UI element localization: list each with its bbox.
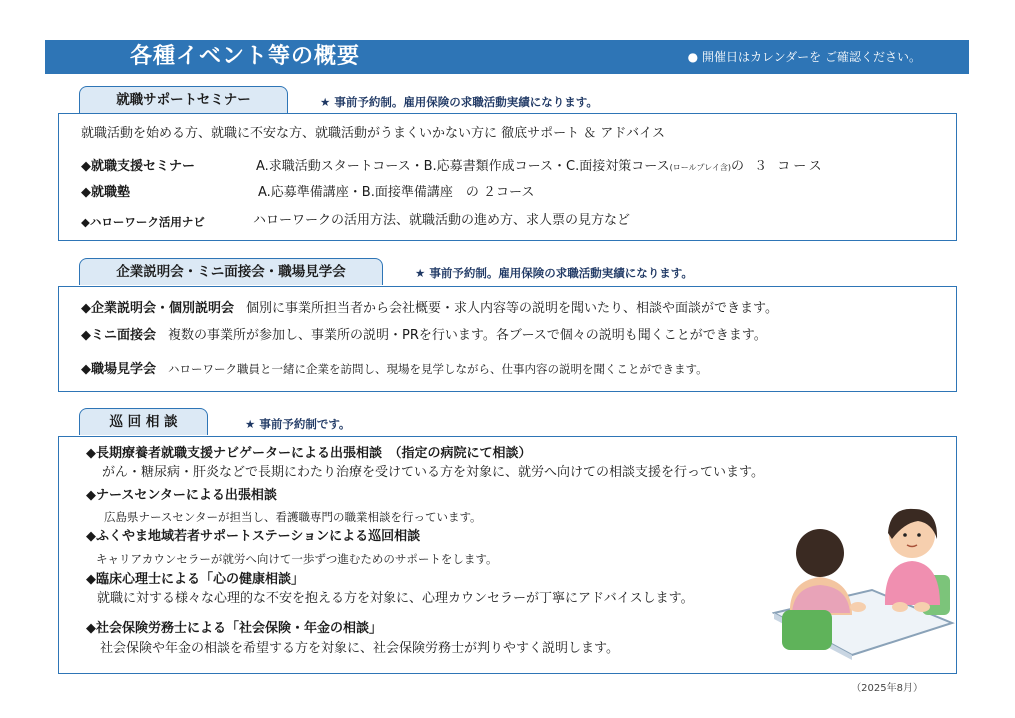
- company-row: ◆ミニ面接会 複数の事業所が参加し、事業所の説明・PRを行います。各ブースで個々の説明も聞くことができます。: [81, 328, 767, 343]
- seminar-row-desc: ハローワークの活用方法、就職活動の進め方、求人票の見方など: [253, 213, 631, 228]
- seminar-row-desc: A.求職活動スタートコース・B.応募書類作成コース・C.面接対策コース(ロールプレイ含)の ３ コース: [256, 159, 825, 174]
- seminar-reservation-note: ★ 事前予約制。雇用保険の求職活動実績になります。: [320, 95, 598, 109]
- revision-date: （2025年8月）: [851, 683, 923, 694]
- consult-item-desc: がん・糖尿病・肝炎などで長期にわたり治療を受けている方を対象に、就労へ向けての相談支援を行っています。: [102, 465, 764, 480]
- calendar-note: ● 開催日はカレンダーを ご確認ください。: [687, 50, 921, 64]
- seminar-row-label: ◆就職塾: [81, 185, 130, 200]
- tab-consultation: 巡 回 相 談: [79, 408, 208, 435]
- consult-item-title: ◆臨床心理士による「心の健康相談」: [86, 572, 304, 587]
- company-reservation-note: ★ 事前予約制。雇用保険の求職活動実績になります。: [415, 266, 693, 280]
- seminar-intro: 就職活動を始める方、就職に不安な方、就職活動がうまくいかない方に 徹底サポート ＆ アドバイス: [81, 126, 666, 141]
- seminar-row-label: ◆就職支援セミナー: [81, 159, 195, 174]
- company-row: ◆企業説明会・個別説明会 個別に事業所担当者から会社概要・求人内容等の説明を聞いたり、相談や面談ができます。: [81, 301, 778, 316]
- page-title: 各種イベント等の概要: [130, 44, 361, 69]
- tab-company-events: 企業説明会・ミニ面接会・職場見学会: [79, 258, 383, 285]
- consult-item-title: ◆長期療養者就職支援ナビゲーターによる出張相談 （指定の病院にて相談）: [86, 446, 532, 461]
- tab-seminar: 就職サポートセミナー: [79, 86, 288, 113]
- page-header: [45, 40, 969, 74]
- consult-item-title: ◆ふくやま地域若者サポートステーションによる巡回相談: [86, 529, 421, 544]
- consult-item-desc: 社会保険や年金の相談を希望する方を対象に、社会保険労務士が判りやすく説明します。: [100, 641, 619, 656]
- consult-item-title: ◆ナースセンターによる出張相談: [86, 488, 277, 503]
- seminar-row-label: ◆ハローワーク活用ナビ: [81, 215, 205, 229]
- company-row: ◆職場見学会 ハローワーク職員と一緒に企業を訪問し、現場を見学しながら、仕事内容の説明を聞くことができます。: [81, 362, 708, 377]
- seminar-box: [58, 113, 957, 241]
- consult-item-title: ◆社会保険労務士による「社会保険・年金の相談」: [86, 621, 382, 636]
- consult-item-desc: キャリアカウンセラーが就労へ向けて一歩ずつ進むためのサポートをします。: [96, 552, 498, 566]
- consult-item-desc: 就職に対する様々な心理的な不安を抱える方を対象に、心理カウンセラーが丁寧にアドバイスします。: [97, 591, 694, 606]
- seminar-row-desc: A.応募準備講座・B.面接準備講座 の ２コース: [258, 185, 535, 200]
- consult-reservation-note: ★ 事前予約制です。: [245, 417, 351, 431]
- consult-item-desc: 広島県ナースセンターが担当し、看護職専門の職業相談を行っています。: [104, 510, 482, 524]
- company-box: [58, 286, 957, 392]
- counseling-illustration: [772, 495, 960, 660]
